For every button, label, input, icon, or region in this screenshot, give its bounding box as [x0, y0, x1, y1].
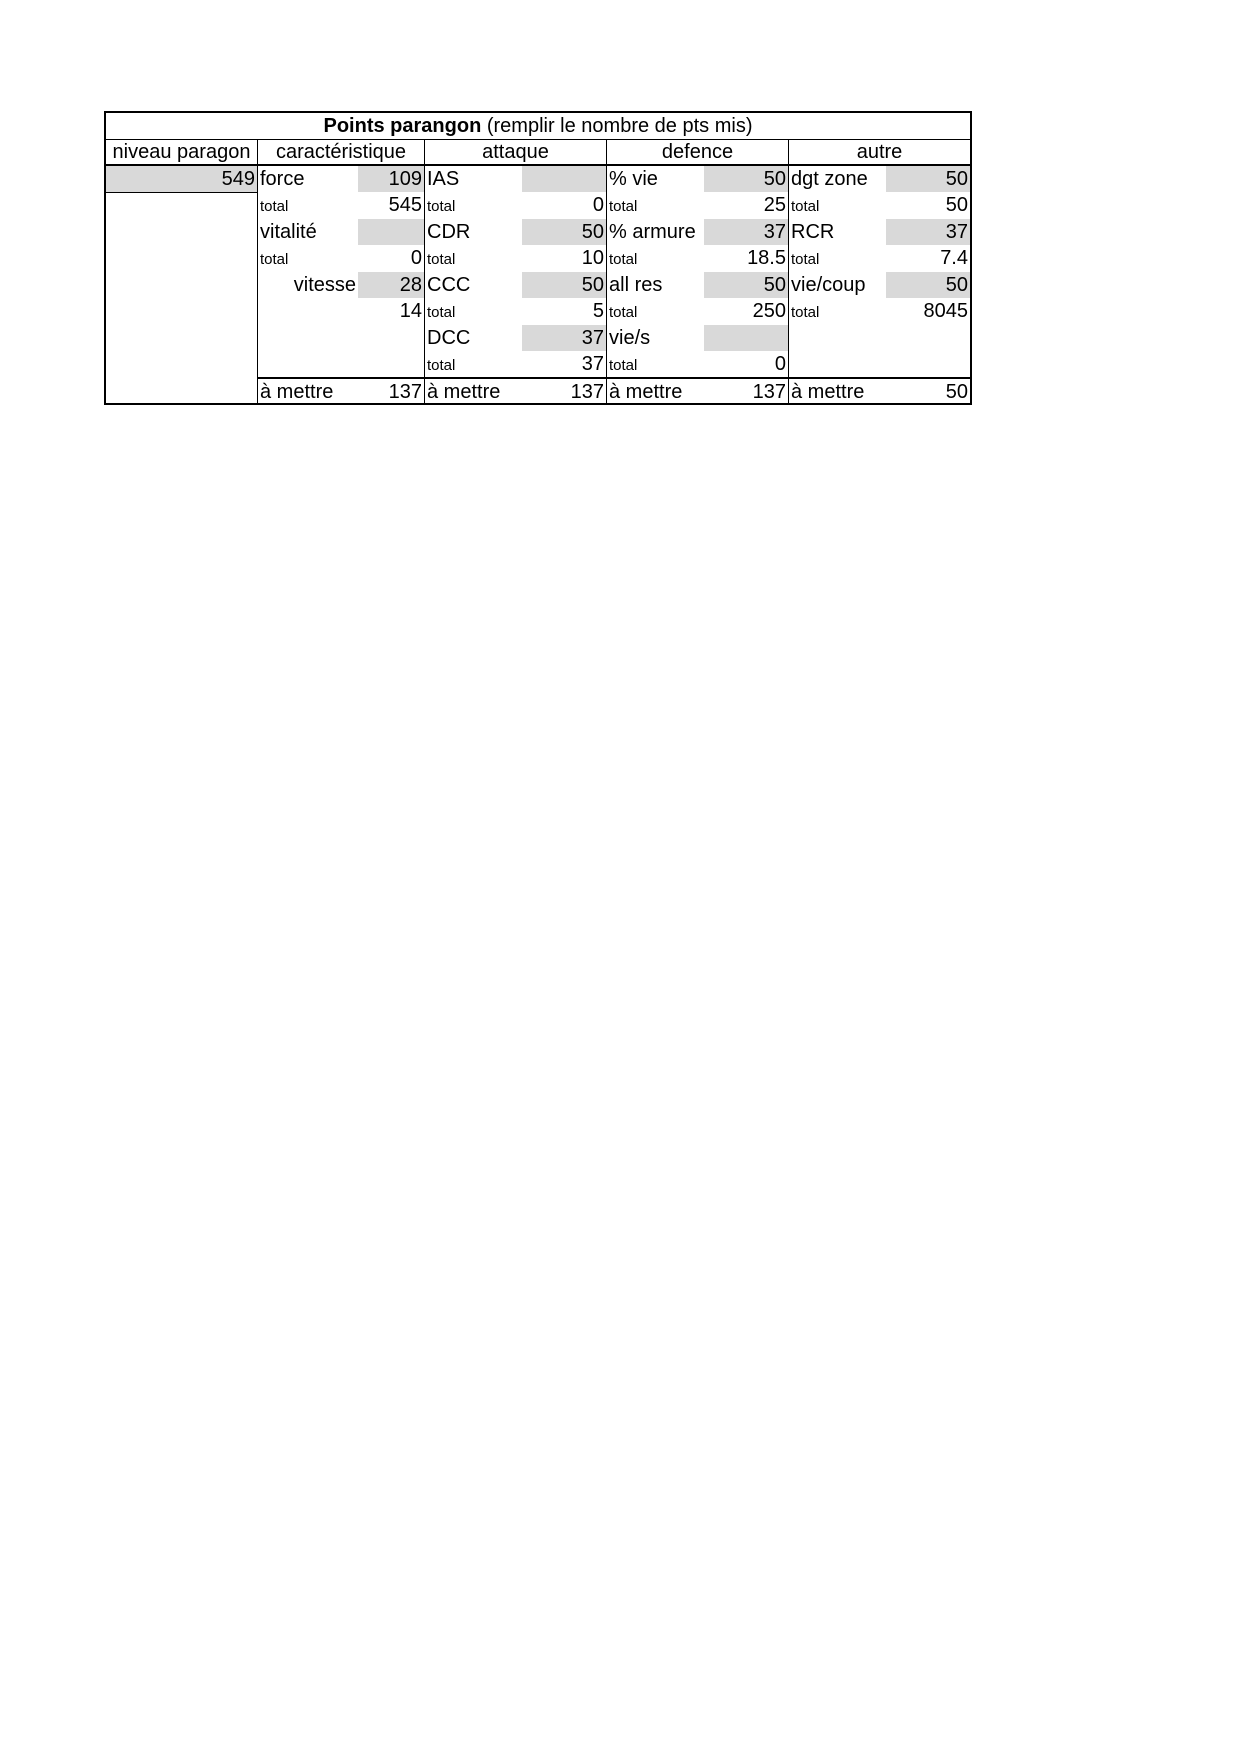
vies-total-label: total	[609, 357, 638, 374]
ccc-value[interactable]: 50	[522, 272, 606, 298]
rcr-value[interactable]: 37	[886, 219, 970, 245]
viecoup-total: 8045	[923, 300, 968, 322]
vitesse-label: vitesse	[293, 274, 356, 296]
vitesse-total: 14	[399, 300, 422, 322]
rcr-total: 7.4	[940, 247, 968, 269]
niveau-value[interactable]: 549	[106, 166, 257, 192]
sheet-title	[104, 111, 972, 140]
header-attaque: attaque	[425, 139, 606, 165]
sep-4	[788, 139, 789, 405]
viecoup-total-label: total	[791, 304, 820, 321]
attaque-mettre-label: à mettre	[427, 381, 501, 403]
dcc-value[interactable]: 37	[522, 325, 606, 351]
vie-total: 25	[763, 194, 786, 216]
dgt-label: dgt zone	[791, 168, 868, 190]
ias-label: IAS	[427, 168, 460, 190]
right-border	[970, 139, 972, 405]
dgt-total: 50	[945, 194, 968, 216]
ccc-total: 5	[592, 300, 604, 322]
force-value[interactable]: 109	[358, 166, 424, 192]
defence-mettre-value: 137	[752, 381, 786, 403]
dgt-value[interactable]: 50	[886, 166, 970, 192]
sep-2	[424, 139, 425, 405]
defence-mettre-label: à mettre	[609, 381, 683, 403]
niveau-line	[104, 192, 258, 193]
dcc-total: 37	[581, 353, 604, 375]
vitalite-label: vitalité	[260, 221, 317, 243]
dgt-total-label: total	[791, 198, 820, 215]
title-rest: (remplir le nombre de pts mis)	[481, 115, 753, 137]
vie-value[interactable]: 50	[704, 166, 788, 192]
carac-mettre-label: à mettre	[260, 381, 334, 403]
header-defence: defence	[607, 139, 788, 165]
vies-total: 0	[774, 353, 786, 375]
cdr-total-label: total	[427, 251, 456, 268]
force-total-label: total	[260, 198, 289, 215]
cdr-total: 10	[581, 247, 604, 269]
vitesse-value[interactable]: 28	[358, 272, 424, 298]
ias-value[interactable]	[522, 166, 606, 192]
allres-total: 250	[752, 300, 786, 322]
force-label: force	[260, 168, 305, 190]
vies-label: vie/s	[609, 327, 651, 349]
vitalite-total: 0	[410, 247, 422, 269]
armure-label: % armure	[609, 221, 696, 243]
armure-value[interactable]: 37	[704, 219, 788, 245]
ccc-total-label: total	[427, 304, 456, 321]
viecoup-value[interactable]: 50	[886, 272, 970, 298]
vies-value[interactable]	[704, 325, 788, 351]
ias-total-label: total	[427, 198, 456, 215]
sep-1	[257, 139, 258, 405]
armure-total: 18.5	[747, 247, 786, 269]
force-total: 545	[388, 194, 422, 216]
allres-label: all res	[609, 274, 663, 296]
vie-label: % vie	[609, 168, 658, 190]
attaque-mettre-value: 137	[570, 381, 604, 403]
armure-total-label: total	[609, 251, 638, 268]
ccc-label: CCC	[427, 274, 471, 296]
autre-mettre-label: à mettre	[791, 381, 865, 403]
carac-mettre-value: 137	[388, 381, 422, 403]
header-niveau: niveau paragon	[106, 139, 257, 165]
vitalite-value[interactable]	[358, 219, 424, 245]
cdr-label: CDR	[427, 221, 471, 243]
vie-total-label: total	[609, 198, 638, 215]
viecoup-label: vie/coup	[791, 274, 866, 296]
cdr-value[interactable]: 50	[522, 219, 606, 245]
rcr-total-label: total	[791, 251, 820, 268]
dcc-total-label: total	[427, 357, 456, 374]
dcc-label: DCC	[427, 327, 471, 349]
rcr-label: RCR	[791, 221, 835, 243]
allres-value[interactable]: 50	[704, 272, 788, 298]
allres-total-label: total	[609, 304, 638, 321]
ias-total: 0	[592, 194, 604, 216]
sep-3	[606, 139, 607, 405]
autre-mettre-value: 50	[945, 381, 968, 403]
header-autre: autre	[789, 139, 970, 165]
vitalite-total-label: total	[260, 251, 289, 268]
title-bold: Points parangon	[323, 115, 482, 137]
paragon-sheet	[104, 111, 970, 405]
header-carac: caractéristique	[258, 139, 424, 165]
